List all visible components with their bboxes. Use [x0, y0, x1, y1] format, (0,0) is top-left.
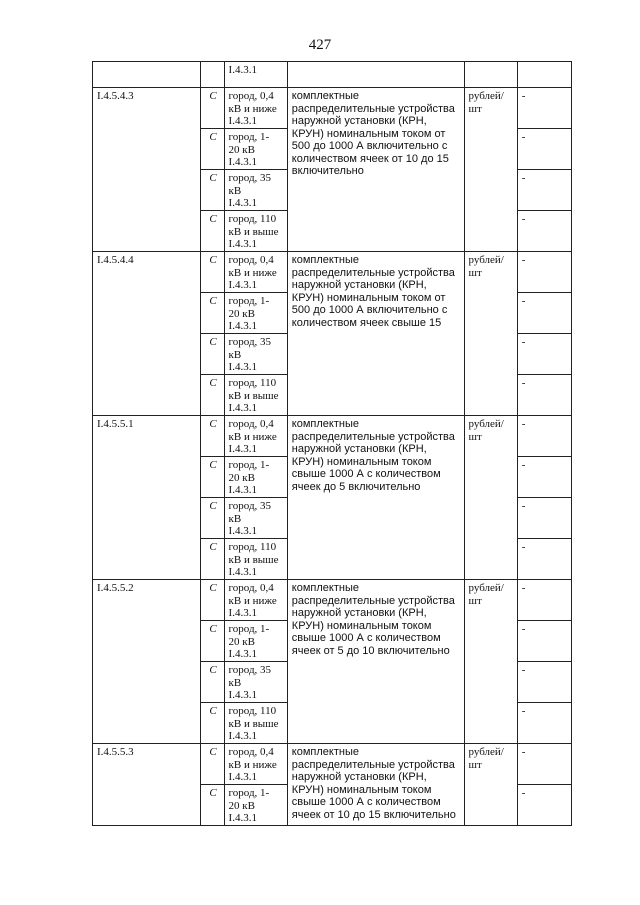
value-cell: -: [517, 539, 571, 580]
place-cell: [224, 662, 287, 703]
place-line: 20 кВ: [228, 799, 255, 812]
place-line: кВ: [228, 348, 242, 361]
place-line: I.4.3.1: [228, 443, 257, 455]
letter-cell: C: [201, 252, 224, 293]
place-line: кВ: [228, 512, 242, 525]
place-line: I.4.3.1: [228, 484, 257, 496]
place-line: город, 0,4: [228, 90, 274, 102]
place-line: I.4.3.1: [228, 64, 257, 76]
value-cell: -: [517, 293, 571, 334]
place-cell: [224, 252, 287, 293]
description-cell: [287, 416, 464, 580]
description-line: КРУН) номинальным током: [291, 619, 432, 632]
place-cell: [224, 498, 287, 539]
description-line: наружной установки (КРН,: [291, 279, 427, 291]
place-line: 20 кВ: [228, 307, 255, 320]
place-cell: [224, 334, 287, 375]
description-line: свыше 1000 А с количеством: [291, 632, 441, 644]
place-line: кВ и ниже: [228, 594, 277, 607]
letter-cell: C: [201, 416, 224, 457]
place-line: город, 110: [228, 213, 277, 225]
value-cell: -: [517, 252, 571, 293]
place-line: I.4.3.1: [228, 525, 257, 537]
value-cell: -: [517, 580, 571, 621]
place-line: кВ и ниже: [228, 102, 277, 115]
place-line: кВ: [228, 184, 242, 197]
place-line: 20 кВ: [228, 471, 255, 484]
description-line: 500 до 1000 А включительно с: [291, 140, 448, 152]
description-line: комплектные: [291, 746, 359, 758]
place-line: кВ и выше: [228, 225, 279, 238]
description-line: комплектные: [291, 418, 359, 430]
letter-cell: C: [201, 662, 224, 703]
place-line: город, 110: [228, 705, 277, 717]
description-line: свыше 1000 А с количеством: [291, 468, 441, 480]
description-line: распределительные устройства: [291, 266, 455, 279]
unit-cell: [464, 62, 517, 88]
letter-cell: C: [201, 457, 224, 498]
value-cell: -: [517, 129, 571, 170]
place-cell: [224, 539, 287, 580]
letter-cell: C: [201, 744, 224, 785]
place-line: кВ: [228, 676, 242, 689]
place-line: 20 кВ: [228, 143, 255, 156]
unit-line: шт: [468, 594, 482, 607]
unit-cell: [464, 88, 517, 252]
description-line: наружной установки (КРН,: [291, 115, 427, 127]
place-line: I.4.3.1: [228, 771, 257, 783]
code-cell: I.4.5.5.2: [93, 580, 201, 744]
table-row: [93, 416, 572, 457]
place-cell: [224, 88, 287, 129]
place-line: I.4.3.1: [228, 689, 257, 701]
description-cell: [287, 252, 464, 416]
place-line: город, 110: [228, 377, 277, 389]
unit-cell: [464, 416, 517, 580]
place-cell: [224, 170, 287, 211]
place-line: 20 кВ: [228, 635, 255, 648]
description-line: наружной установки (КРН,: [291, 771, 427, 783]
place-line: I.4.3.1: [228, 320, 257, 332]
value-cell: -: [517, 375, 571, 416]
table-row: [93, 744, 572, 785]
value-cell: -: [517, 211, 571, 252]
value-cell: -: [517, 457, 571, 498]
table-row-continued: [93, 62, 572, 88]
place-cell: [224, 62, 287, 88]
unit-line: рублей/: [468, 746, 504, 758]
value-cell: -: [517, 416, 571, 457]
place-cell: [224, 744, 287, 785]
letter-cell: C: [201, 785, 224, 826]
description-line: распределительные устройства: [291, 594, 455, 607]
letter-cell: C: [201, 539, 224, 580]
description-line: 500 до 1000 А включительно с: [291, 304, 448, 316]
description-line: ячеек от 5 до 10 включительно: [291, 644, 450, 657]
unit-cell: [464, 580, 517, 744]
description-cell: [287, 62, 464, 88]
place-cell: [224, 457, 287, 498]
value-cell: -: [517, 662, 571, 703]
place-line: I.4.3.1: [228, 648, 257, 660]
place-line: I.4.3.1: [228, 197, 257, 209]
description-line: КРУН) номинальным током: [291, 783, 432, 796]
description-cell: [287, 88, 464, 252]
letter-cell: C: [201, 498, 224, 539]
place-line: кВ и ниже: [228, 758, 277, 771]
tariff-table-body: [93, 62, 572, 826]
description-line: КРУН) номинальным током от: [291, 291, 446, 304]
description-line: комплектные: [291, 90, 359, 102]
tariff-table: [92, 61, 572, 826]
place-cell: [224, 785, 287, 826]
value-cell: -: [517, 498, 571, 539]
place-line: I.4.3.1: [228, 238, 257, 250]
table-row: [93, 88, 572, 129]
description-line: наружной установки (КРН,: [291, 443, 427, 455]
value-cell: -: [517, 334, 571, 375]
page-number: 427: [308, 37, 332, 53]
letter-cell: C: [201, 703, 224, 744]
unit-cell: [464, 252, 517, 416]
value-cell: -: [517, 621, 571, 662]
description-line: комплектные: [291, 254, 359, 266]
letter-cell: C: [201, 129, 224, 170]
place-line: город, 1-: [228, 131, 270, 143]
description-line: распределительные устройства: [291, 430, 455, 443]
unit-line: шт: [468, 266, 482, 279]
letter-cell: C: [201, 580, 224, 621]
letter-cell: C: [201, 293, 224, 334]
unit-line: шт: [468, 430, 482, 443]
place-cell: [224, 211, 287, 252]
place-line: кВ и выше: [228, 553, 279, 566]
place-line: I.4.3.1: [228, 361, 257, 373]
place-cell: [224, 129, 287, 170]
description-line: количеством ячеек свыше 15: [291, 316, 442, 329]
code-cell: I.4.5.5.1: [93, 416, 201, 580]
place-cell: [224, 621, 287, 662]
unit-line: шт: [468, 758, 482, 771]
description-cell: [287, 580, 464, 744]
letter-cell: C: [201, 170, 224, 211]
place-line: I.4.3.1: [228, 279, 257, 291]
description-cell: [287, 744, 464, 826]
description-line: свыше 1000 А с количеством: [291, 796, 441, 808]
place-line: I.4.3.1: [228, 115, 257, 127]
unit-line: рублей/: [468, 90, 504, 102]
place-line: I.4.3.1: [228, 607, 257, 619]
description-line: КРУН) номинальным током: [291, 455, 432, 468]
table-row: [93, 252, 572, 293]
place-line: город, 110: [228, 541, 277, 553]
place-line: город, 0,4: [228, 254, 274, 266]
place-line: город, 1-: [228, 459, 270, 471]
letter-cell: C: [201, 88, 224, 129]
letter-cell: C: [201, 334, 224, 375]
letter-cell: C: [201, 211, 224, 252]
value-cell: -: [517, 170, 571, 211]
place-line: город, 35: [228, 500, 272, 512]
place-line: I.4.3.1: [228, 566, 257, 578]
description-line: распределительные устройства: [291, 102, 455, 115]
code-cell: I.4.5.4.4: [93, 252, 201, 416]
place-line: кВ и выше: [228, 717, 279, 730]
place-line: кВ и выше: [228, 389, 279, 402]
place-line: кВ и ниже: [228, 430, 277, 443]
place-cell: [224, 703, 287, 744]
unit-line: рублей/: [468, 254, 504, 266]
description-line: ячеек от 10 до 15 включительно: [291, 808, 456, 821]
value-cell: -: [517, 703, 571, 744]
place-cell: [224, 293, 287, 334]
place-line: город, 0,4: [228, 418, 274, 430]
code-cell: I.4.5.5.3: [93, 744, 201, 826]
description-line: включительно: [291, 165, 364, 177]
value-cell: [517, 62, 571, 88]
value-cell: -: [517, 88, 571, 129]
place-line: город, 1-: [228, 787, 270, 799]
description-line: КРУН) номинальным током от: [291, 127, 446, 140]
letter-cell: [201, 62, 224, 88]
place-cell: [224, 416, 287, 457]
unit-cell: [464, 744, 517, 826]
place-line: кВ и ниже: [228, 266, 277, 279]
unit-line: рублей/: [468, 582, 504, 594]
place-cell: [224, 375, 287, 416]
place-line: I.4.3.1: [228, 402, 257, 414]
place-line: город, 0,4: [228, 746, 274, 758]
description-line: количеством ячеек от 10 до 15: [291, 152, 449, 165]
description-line: наружной установки (КРН,: [291, 607, 427, 619]
place-line: город, 35: [228, 664, 272, 676]
code-cell: [93, 62, 201, 88]
table-row: [93, 580, 572, 621]
value-cell: -: [517, 785, 571, 826]
place-line: город, 1-: [228, 623, 270, 635]
place-line: I.4.3.1: [228, 812, 257, 824]
place-line: город, 35: [228, 172, 272, 184]
place-line: I.4.3.1: [228, 730, 257, 742]
description-line: распределительные устройства: [291, 758, 455, 771]
place-line: I.4.3.1: [228, 156, 257, 168]
unit-line: рублей/: [468, 418, 504, 430]
description-line: ячеек до 5 включительно: [291, 480, 421, 493]
place-cell: [224, 580, 287, 621]
place-line: город, 35: [228, 336, 272, 348]
code-cell: I.4.5.4.3: [93, 88, 201, 252]
place-line: город, 1-: [228, 295, 270, 307]
value-cell: -: [517, 744, 571, 785]
unit-line: шт: [468, 102, 482, 115]
letter-cell: C: [201, 375, 224, 416]
letter-cell: C: [201, 621, 224, 662]
description-line: комплектные: [291, 582, 359, 594]
place-line: город, 0,4: [228, 582, 274, 594]
